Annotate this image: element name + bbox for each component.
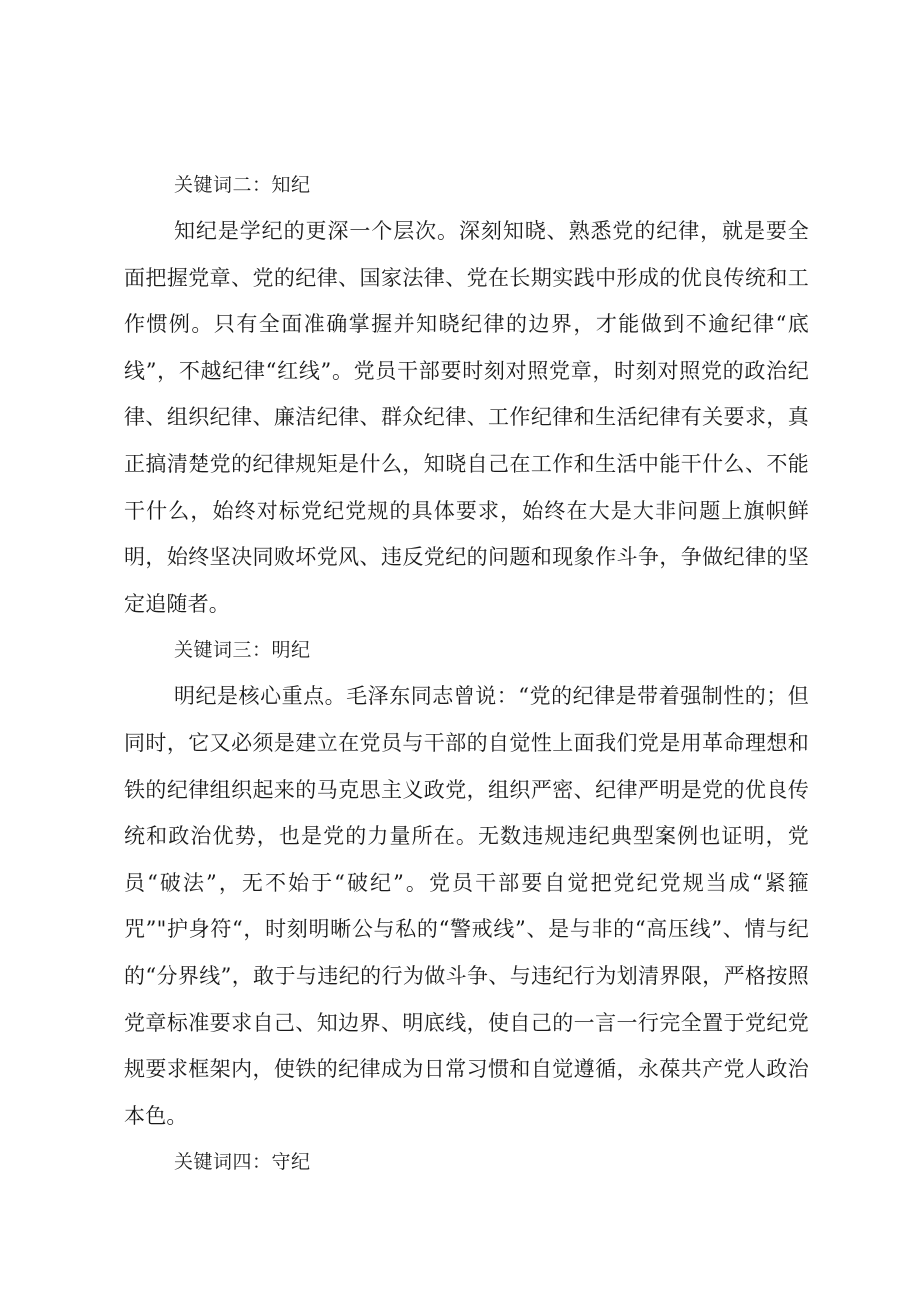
document-page [124, 162, 809, 1185]
section-body-mingji: 明纪是核心重点。毛泽东同志曾说：“党的纪律是带着强制性的；但同时，它又必须是建立在党员与干部的自觉性上面我们党是用革命理想和铁的纪律组织起来的马克思主义政党，组织严密、纪律严明是党的优良传统和政治优势，也是党的力量所在。无数违规违纪典型案例也证明，党员“破法”，无不始于“破纪”。党员干部要自觉把党纪党规当成“紧箍咒”"护身符“，时刻明晰公与私的“警戒线”、是与非的“高压线”、情与纪的“分界线”，敢于与违纪的行为做斗争、与违纪行为划清界限，严格按照党章标准要求自己、知边界、明底线，使自己的一言一行完全置于党纪党规要求框架内，使铁的纪律成为日常习惯和自觉遵循，永葆共产党人政治本色。 [124, 684, 809, 1128]
section-heading-zhiji: 关键词二：知纪 [174, 174, 311, 196]
section-heading-mingji: 关键词三：明纪 [174, 639, 311, 662]
section-heading-shouji: 关键词四：守纪 [174, 1151, 311, 1174]
section-body-zhiji: 知纪是学纪的更深一个层次。深刻知晓、熟悉党的纪律，就是要全面把握党章、党的纪律、国家法律、党在长期实践中形成的优良传统和工作惯例。只有全面准确掌握并知晓纪律的边界，才能做到不逾纪律“底线”，不越纪律“红线”。党员干部要时刻对照党章，时刻对照党的政治纪律、组织纪律、廉洁纪律、群众纪律、工作纪律和生活纪律有关要求，真正搞清楚党的纪律规矩是什么，知晓自己在工作和生活中能干什么、不能干什么，始终对标党纪党规的具体要求，始终在大是大非问题上旗帜鲜明，始终坚决同败坏党风、违反党纪的问题和现象作斗争，争做纪律的坚定追随者。 [124, 219, 809, 616]
